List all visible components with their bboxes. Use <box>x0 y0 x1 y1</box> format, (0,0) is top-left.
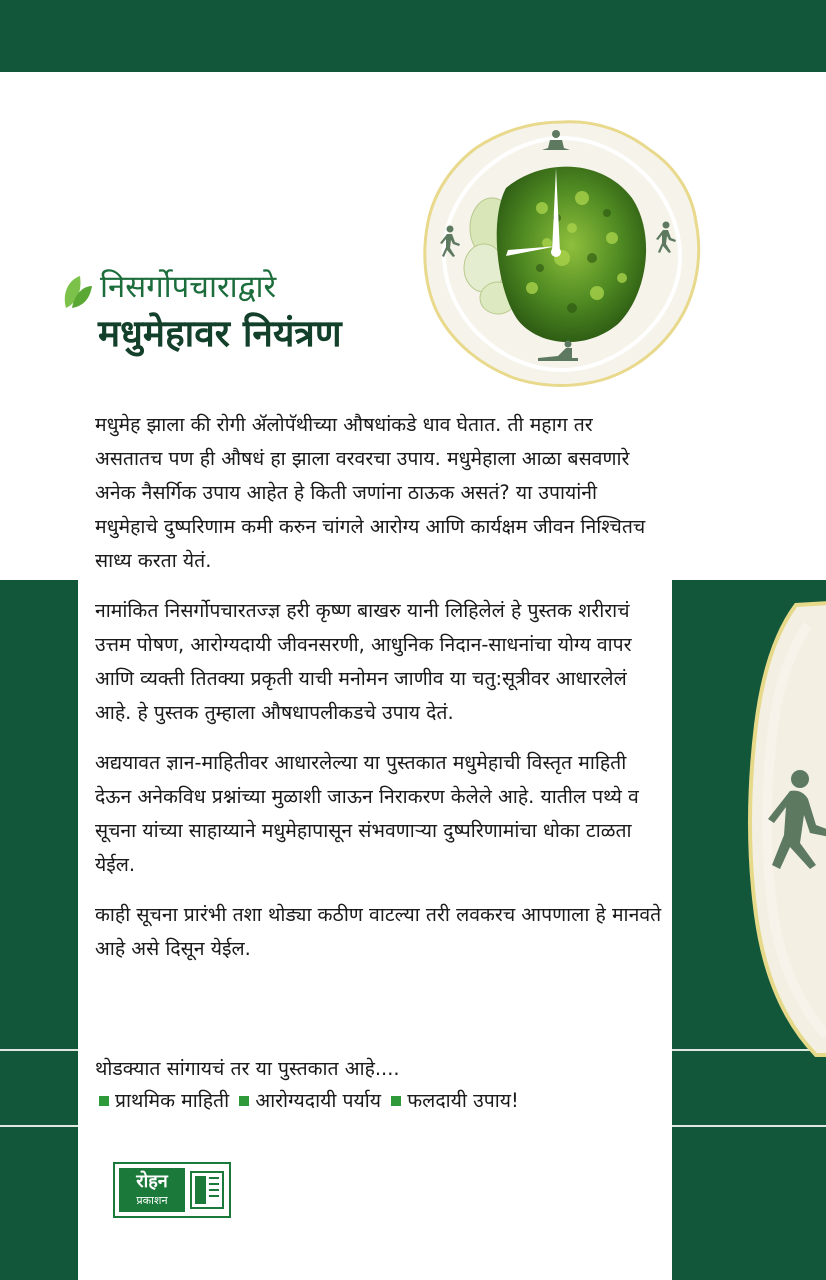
publisher-logo-mark <box>119 1168 185 1212</box>
summary <box>95 1053 665 1117</box>
decor-line <box>0 1125 78 1127</box>
list-item: आरोग्यदायी पर्याय <box>255 1089 382 1112</box>
publisher-name: रोहन <box>136 1171 168 1192</box>
decor-line <box>0 1049 78 1051</box>
leaf-icon <box>60 272 94 310</box>
paragraph: अद्ययावत ज्ञान-माहितीवर आधारलेल्या या पुस्तकात मधुमेहाची विस्तृत माहिती देऊन अनेकविध प्रश्नांच्या मुळाशी जाऊन निराकरण केलेले आहे. यातील पथ्ये व सूचना यांच्या साहाय्याने मधुमेहापासून संभवणाऱ्या दुष्परिणामांचा धोका टाळता येईल. <box>95 751 639 876</box>
paragraph: मधुमेह झाला की रोगी ॲलोपॅथीच्या औषधांकडे धाव घेतात. ती महाग तर असतातच पण ही औषधं हा झाला वरवरचा उपाय. मधुमेहाला आळा बसवणारे अनेक नैसर्गिक उपाय आहेत हे किती जणांना ठाऊक असतं? या उपायांनी मधुमेहाचे दुष्परिणाम कमी करुन चांगले आरोग्य आणि कार्यक्षम जीवन निश्चितच साध्य करता येतं. <box>95 413 646 572</box>
summary-list <box>95 1085 665 1117</box>
top-green-band <box>0 0 826 72</box>
book-icon <box>189 1168 225 1212</box>
left-green-band <box>0 580 78 1280</box>
bullet-icon <box>99 1096 109 1106</box>
side-plate-illustration <box>736 585 826 1065</box>
paragraph: काही सूचना प्रारंभी तशा थोड्या कठीण वाटल्या तरी लवकरच आपणाला हे मानवते आहे असे दिसून येईल. <box>95 903 662 960</box>
bullet-icon <box>239 1096 249 1106</box>
paragraph: नामांकित निसर्गोपचारतज्ज्ञ हरी कृष्ण बाखरु यानी लिहिलेलं हे पुस्तक शरीराचं उत्तम पोषण, आरोग्यदायी जीवनसरणी, आधुनिक निदान-साधनांचा योग्य वापर आणि व्यक्ती तितक्या प्रकृती याची मनोमन जाणीव या चतु:सूत्रीवर आधारलेलं आहे. हे पुस्तक तुम्हाला औषधापलीकडचे उपाय देतं. <box>95 599 632 724</box>
title-line-2: मधुमेहावर नियंत्रण <box>98 312 342 355</box>
blurb-text <box>95 408 665 982</box>
decor-line <box>672 1125 826 1127</box>
publisher-logo <box>113 1162 231 1218</box>
plate-illustration <box>422 118 702 388</box>
list-item: प्राथमिक माहिती <box>115 1089 230 1112</box>
title-line-1: निसर्गोपचाराद्वारे <box>100 269 277 305</box>
publisher-sub: प्रकाशन <box>136 1194 168 1207</box>
bullet-icon <box>391 1096 401 1106</box>
list-item: फलदायी उपाय! <box>407 1089 519 1112</box>
summary-intro: थोडक्यात सांगायचं तर या पुस्तकात आहे.... <box>95 1057 400 1080</box>
